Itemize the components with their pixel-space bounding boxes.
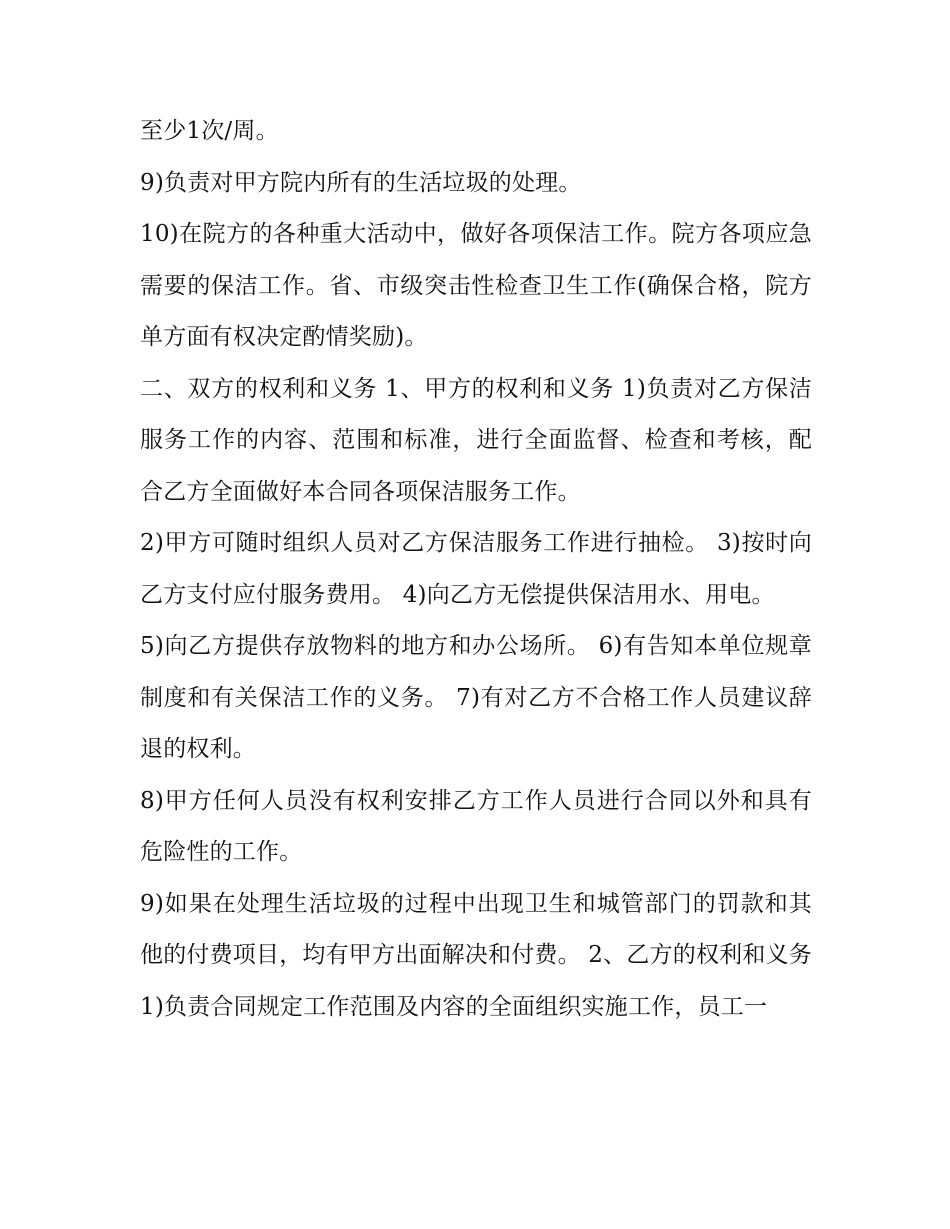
paragraph-fines-party-b-rights: 9)如果在处理生活垃圾的过程中出现卫生和城管部门的罚款和其他的付费项目，均有甲方出面解决和付费。 2、乙方的权利和义务 [140, 890, 812, 968]
paragraph-spot-checks-payment: 2)甲方可随时组织人员对乙方保洁服务工作进行抽检。 3)按时向乙方支付应付服务费用。 4)向乙方无偿提供保洁用水、用电。 [140, 530, 812, 608]
paragraph-garbage-handling: 9)负责对甲方院内所有的生活垃圾的处理。 [140, 169, 582, 196]
paragraph-storage-office: 5)向乙方提供存放物料的地方和办公场所。 6)有告知本单位规章制度和有关保洁工作的义务。 7)有对乙方不合格工作人员建议辞退的权利。 [140, 633, 812, 762]
paragraph-major-events-cleaning: 10)在院方的各种重大活动中，做好各项保洁工作。院方各项应急需要的保洁工作。省、市级突击性检查卫生工作(确保合格，院方单方面有权决定酌情奖励)。 [140, 221, 812, 350]
paragraph-no-extra-work: 8)甲方任何人员没有权利安排乙方工作人员进行合同以外和具有危险性的工作。 [140, 787, 812, 865]
paragraph-organize-implementation: 1)负责合同规定工作范围及内容的全面组织实施工作，员工一 [140, 993, 768, 1020]
paragraph-rights-obligations-party-a: 二、双方的权利和义务 1、甲方的权利和义务 1)负责对乙方保洁服务工作的内容、范围和标准，进行全面监督、检查和考核，配合乙方全面做好本合同各项保洁服务工作。 [140, 375, 812, 505]
paragraph-frequency: 至少1次/周。 [140, 118, 279, 144]
document-body [140, 106, 812, 1033]
